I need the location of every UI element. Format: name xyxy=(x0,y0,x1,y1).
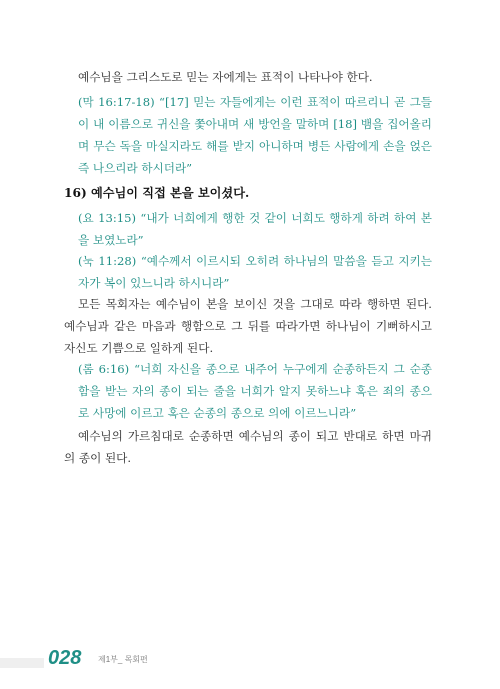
body-paragraph-example: 모든 목회자는 예수님이 본을 보이신 것을 그대로 따라 행하면 된다. 예수님과 같은 마음과 행함으로 그 뒤를 따라가면 하나님이 기뻐하시고 자신도 기쁨으로 일하게 된다. xyxy=(64,297,432,355)
chapter-label: 제1부_ 목회편 xyxy=(98,655,148,664)
page-number: 028 xyxy=(48,647,82,669)
scripture-john-13-15: (요 13:15) “내가 너희에게 행한 것 같이 너희도 행하게 하려 하여 본을 보였노라” xyxy=(78,211,432,247)
body-paragraph-signs: 예수님을 그리스도로 믿는 자에게는 표적이 나타나야 한다. xyxy=(78,70,373,84)
body-paragraph-obedience: 예수님의 가르침대로 순종하면 예수님의 종이 되고 반대로 하면 마귀의 종이 된다. xyxy=(64,429,432,465)
page-footer xyxy=(0,647,500,670)
scripture-romans-6-16: (롬 6:16) “너희 자신을 종으로 내주어 누구에게 순종하든지 그 순종함을 받는 자의 종이 되는 줄을 너희가 알지 못하느냐 혹은 죄의 종으로 사망에 이르고 혹은 순종의 종으로 의에 이르느니라” xyxy=(78,362,432,420)
footer-decorative-band xyxy=(0,658,44,668)
scripture-mark-16-17-18: (막 16:17-18) “[17] 믿는 자들에게는 이런 표적이 따르리니 곧 그들이 내 이름으로 귀신을 쫓아내며 새 방언을 말하며 [18] 뱀을 집어올리며 무슨 독을 마실지라도 해를 받지 아니하며 병든 사람에게 손을 얹은즉 나으리라 하시더라” xyxy=(78,95,432,175)
section-heading-16: 16) 예수님이 직접 본을 보이셨다. xyxy=(64,186,250,200)
scripture-luke-11-28: (눅 11:28) “예수께서 이르시되 오히려 하나님의 말씀을 듣고 지키는 자가 복이 있느니라 하시니라” xyxy=(78,254,432,290)
